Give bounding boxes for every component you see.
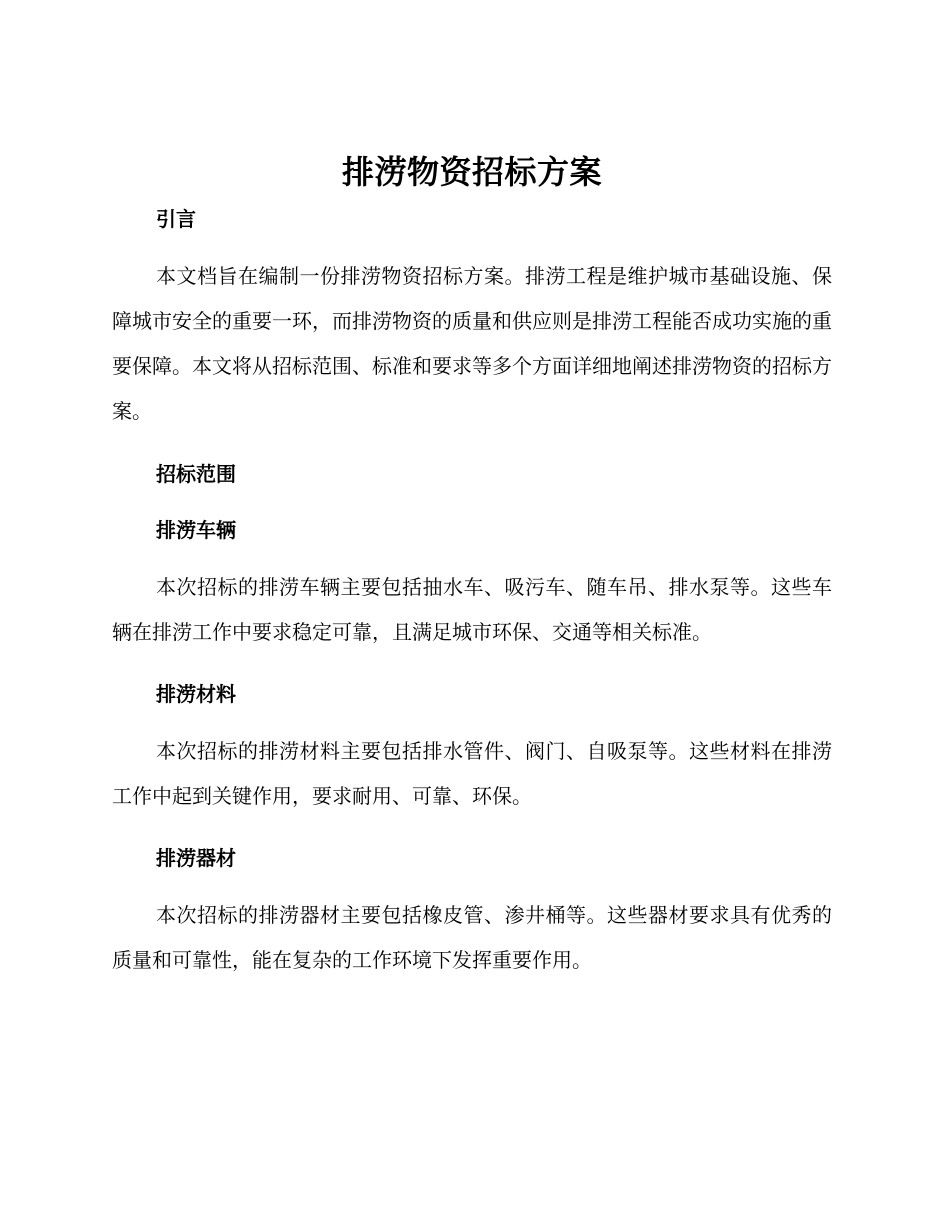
vehicles-heading: 排涝车辆 bbox=[156, 518, 236, 542]
vehicles-paragraph: 本次招标的排涝车辆主要包括抽水车、吸污车、随车吊、排水泵等。这些车辆在排涝工作中要求稳定可靠，且满足城市环保、交通等相关标准。 bbox=[112, 575, 832, 644]
document-page bbox=[112, 148, 832, 983]
materials-paragraph: 本次招标的排涝材料主要包括排水管件、阀门、自吸泵等。这些材料在排涝工作中起到关键作用，要求耐用、可靠、环保。 bbox=[112, 739, 832, 808]
document-title: 排涝物资招标方案 bbox=[341, 153, 602, 191]
scope-heading: 招标范围 bbox=[156, 462, 236, 486]
intro-heading: 引言 bbox=[156, 207, 196, 231]
materials-heading: 排涝材料 bbox=[156, 682, 236, 706]
equipment-paragraph: 本次招标的排涝器材主要包括橡皮管、渗井桶等。这些器材要求具有优秀的质量和可靠性，能在复杂的工作环境下发挥重要作用。 bbox=[112, 903, 832, 972]
equipment-heading: 排涝器材 bbox=[156, 846, 236, 870]
intro-paragraph: 本文档旨在编制一份排涝物资招标方案。排涝工程是维护城市基础设施、保障城市安全的重要一环，而排涝物资的质量和供应则是排涝工程能否成功实施的重要保障。本文将从招标范围、标准和要求等多个方面详细地阐述排涝物资的招标方案。 bbox=[112, 264, 832, 423]
